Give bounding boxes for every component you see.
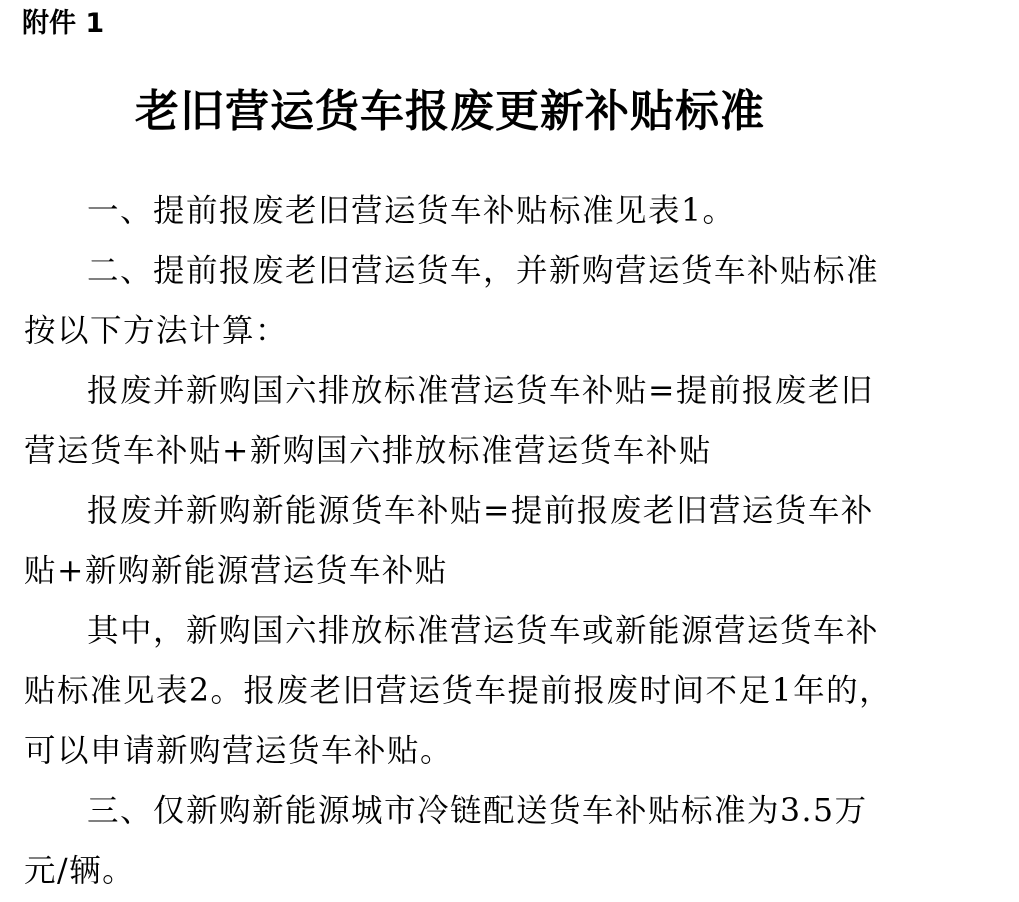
document-body	[24, 181, 904, 901]
paragraph-1: 一、提前报废老旧营运货车补贴标准见表1。	[87, 193, 736, 229]
paragraph-6: 三、仅新购新能源城市冷链配送货车补贴标准为3.5万元/辆。	[24, 793, 868, 889]
paragraph-2: 二、提前报废老旧营运货车，并新购营运货车补贴标准按以下方法计算：	[24, 253, 880, 349]
paragraph-4: 报废并新购新能源货车补贴=提前报废老旧营运货车补贴+新购新能源营运货车补贴	[24, 493, 874, 589]
document-title: 老旧营运货车报废更新补贴标准	[135, 86, 765, 137]
attachment-label: 附件 1	[22, 8, 105, 39]
paragraph-5: 其中，新购国六排放标准营运货车或新能源营运货车补贴标准见表2。报废老旧营运货车提前报废时间不足1年的，可以申请新购营运货车补贴。	[24, 613, 893, 769]
paragraph-3: 报废并新购国六排放标准营运货车补贴=提前报废老旧营运货车补贴+新购国六排放标准营运货车补贴	[24, 373, 874, 469]
